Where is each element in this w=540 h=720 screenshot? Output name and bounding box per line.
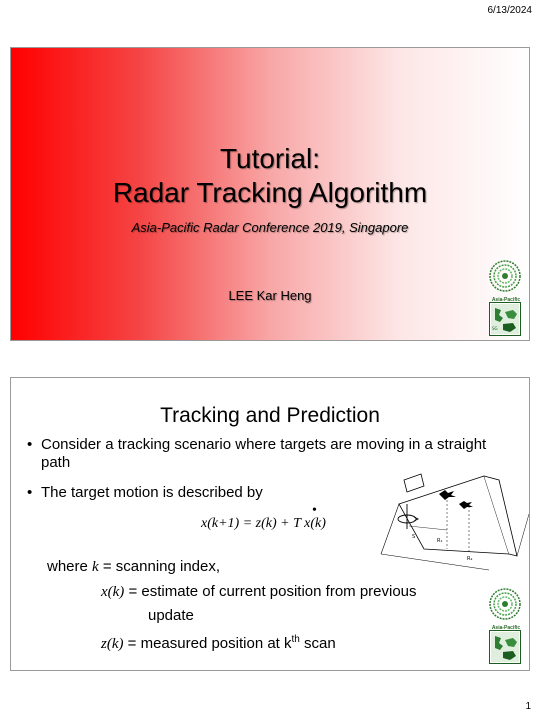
bullet-text: The target motion is described by <box>41 484 263 501</box>
print-date: 6/13/2024 <box>487 5 532 16</box>
conference-subtitle: Asia-Pacific Radar Conference 2019, Singapore <box>131 220 409 235</box>
slide1-title <box>11 142 529 210</box>
svg-text:SG: SG <box>492 326 498 331</box>
where-suffix: = scanning index, <box>98 558 221 575</box>
zk-definition <box>101 631 336 653</box>
author-name: LEE Kar Heng <box>228 288 312 303</box>
radar-emblem-icon <box>489 260 521 292</box>
zk-end: scan <box>299 635 336 652</box>
xk-var: x(k) <box>101 584 125 600</box>
derivative-dot: • <box>312 503 317 518</box>
where-prefix: where <box>47 558 93 575</box>
slide2-title: Tracking and Prediction <box>160 404 380 427</box>
motion-equation <box>201 503 326 532</box>
map-icon <box>489 630 521 664</box>
xk-text: = estimate of current position from previous <box>124 583 417 600</box>
logo-caption: Asia-Pacific <box>491 297 521 303</box>
bullet-dot: • <box>27 484 33 501</box>
slide-tracking-prediction <box>10 377 530 671</box>
map-icon <box>489 302 521 336</box>
title-line-2: Radar Tracking Algorithm <box>112 177 428 208</box>
radar-scenario-illustration <box>379 464 529 574</box>
radar-emblem-icon <box>489 588 521 620</box>
xk-definition <box>101 583 417 601</box>
where-var: k <box>92 559 99 575</box>
title-line-1: Tutorial: <box>219 143 321 174</box>
conference-map-logo <box>489 630 521 669</box>
bullet-text: Consider a tracking scenario where targets are moving in a straight path <box>41 436 487 471</box>
logo-caption: Asia-Pacific <box>491 625 521 631</box>
svg-text:R₂: R₂ <box>467 556 473 562</box>
slide-title <box>10 47 530 341</box>
where-line <box>47 558 220 576</box>
zk-sup: th <box>291 634 300 645</box>
zk-text: = measured position at k <box>123 635 292 652</box>
zk-var: z(k) <box>101 636 124 652</box>
equation-text: x(k+1) = z(k) + T x(k) <box>201 516 326 531</box>
conference-map-logo <box>489 302 521 341</box>
bullet-dot: • <box>27 436 33 453</box>
page-number: 1 <box>525 701 531 712</box>
xk-continuation: update <box>148 607 194 624</box>
svg-text:R₁: R₁ <box>437 538 443 544</box>
svg-text:S: S <box>412 534 416 540</box>
